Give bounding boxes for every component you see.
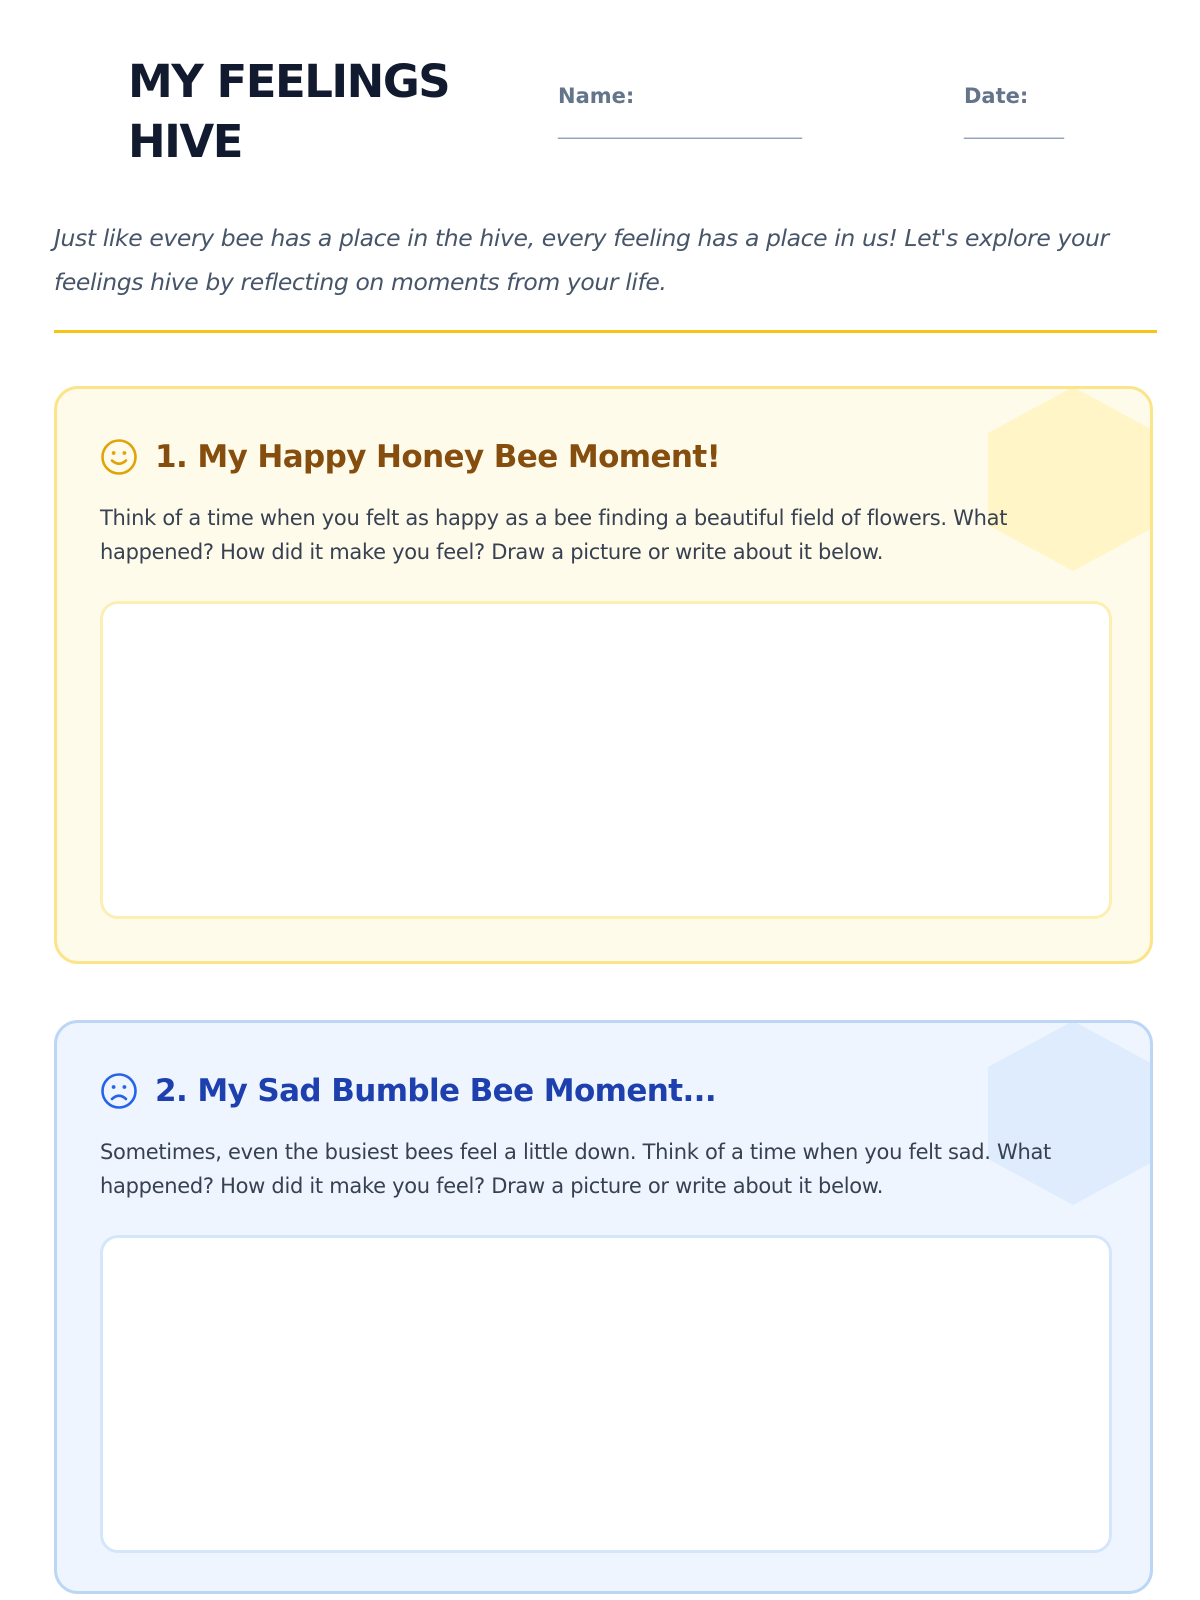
- worksheet-header: [0, 0, 1200, 200]
- happy-moment-card: [54, 386, 1153, 964]
- smile-icon: [100, 438, 138, 476]
- date-label: Date:: [964, 84, 1029, 108]
- sad-card-title: 2. My Sad Bumble Bee Moment...: [155, 1073, 717, 1109]
- page-title: MY FEELINGS HIVE: [128, 55, 450, 168]
- name-label: Name:: [558, 84, 635, 108]
- frown-icon: [100, 1072, 138, 1110]
- intro-text: Just like every bee has a place in the hive, every feeling has a place in us! Let's explore your feelings hive by reflecting on moments from your life.: [54, 224, 1109, 296]
- happy-card-title: 1. My Happy Honey Bee Moment!: [155, 439, 721, 475]
- name-blank-line[interactable]: ___________________________: [558, 115, 801, 139]
- date-field[interactable]: [964, 80, 1063, 142]
- happy-answer-box[interactable]: [100, 601, 1112, 919]
- sad-moment-card: [54, 1020, 1153, 1594]
- date-blank-line[interactable]: ___________: [964, 115, 1063, 139]
- sad-card-header: [100, 1069, 716, 1113]
- happy-card-header: [100, 435, 720, 479]
- header-divider: [54, 330, 1157, 333]
- sad-card-prompt: Sometimes, even the busiest bees feel a little down. Think of a time when you felt sad. What happened? How did it make you feel? Draw a picture or write about it below.: [100, 1140, 1051, 1198]
- sad-answer-box[interactable]: [100, 1235, 1112, 1553]
- happy-card-prompt: Think of a time when you felt as happy as a bee finding a beautiful field of flowers. What happened? How did it make you feel? Draw a picture or write about it below.: [100, 506, 1008, 564]
- name-field[interactable]: [558, 80, 801, 142]
